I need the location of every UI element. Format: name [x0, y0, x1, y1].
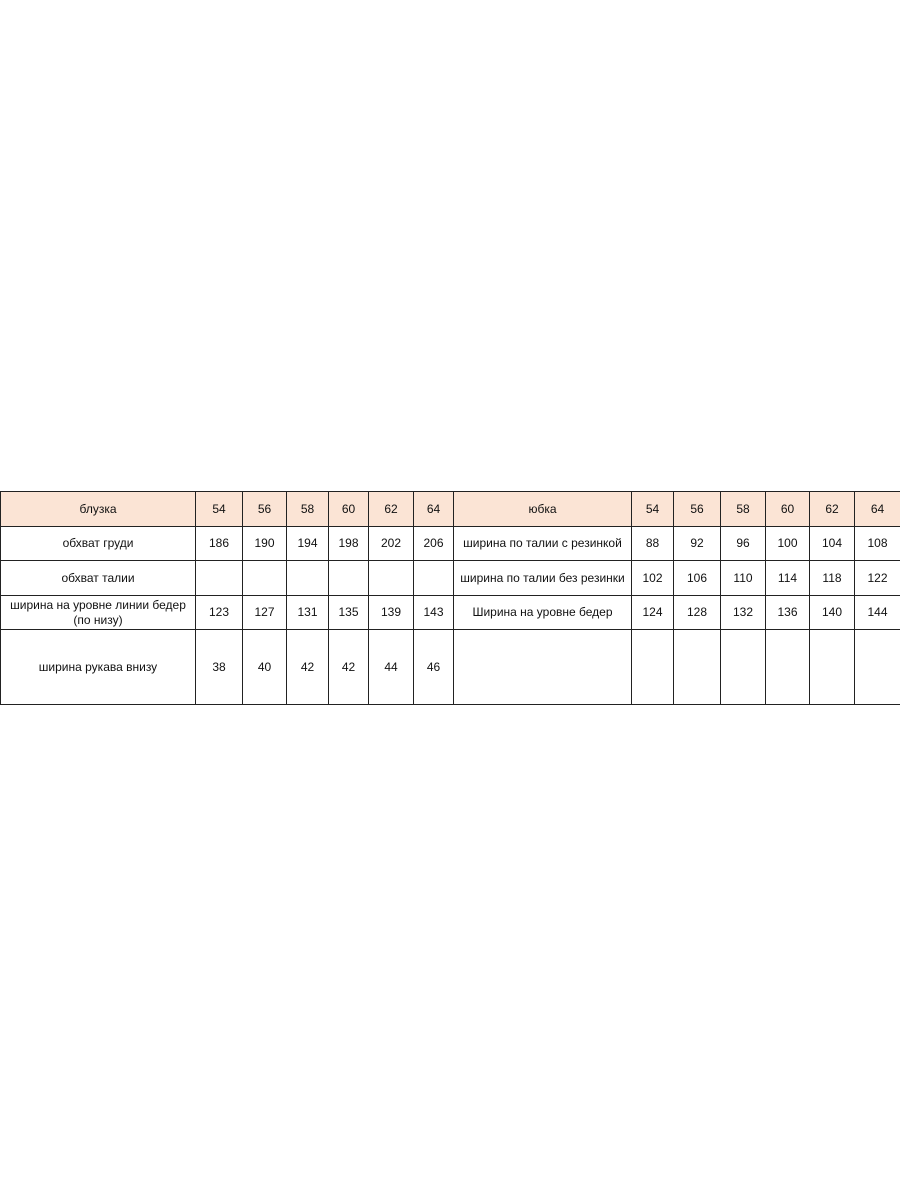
skirt-size-header: 60 — [766, 492, 810, 527]
skirt-value-cell: 108 — [855, 527, 900, 561]
blouse-row-label: ширина на уровне линии бедер (по низу) — [1, 596, 196, 630]
blouse-value-cell: 206 — [414, 527, 454, 561]
skirt-value-cell — [855, 630, 900, 705]
blouse-value-cell: 131 — [287, 596, 329, 630]
skirt-size-header: 64 — [855, 492, 900, 527]
skirt-value-cell: 136 — [766, 596, 810, 630]
skirt-value-cell: 110 — [721, 561, 766, 596]
blouse-size-header: 62 — [369, 492, 414, 527]
skirt-size-header: 58 — [721, 492, 766, 527]
blouse-size-header: 54 — [196, 492, 243, 527]
skirt-value-cell: 102 — [632, 561, 674, 596]
blouse-header-title: блузка — [1, 492, 196, 527]
blouse-size-header: 64 — [414, 492, 454, 527]
skirt-value-cell: 124 — [632, 596, 674, 630]
table-header-row — [1, 492, 900, 527]
blouse-value-cell: 202 — [369, 527, 414, 561]
blouse-value-cell: 46 — [414, 630, 454, 705]
blouse-value-cell: 38 — [196, 630, 243, 705]
skirt-value-cell — [674, 630, 721, 705]
blouse-value-cell: 44 — [369, 630, 414, 705]
table-row — [1, 527, 900, 561]
blouse-value-cell: 143 — [414, 596, 454, 630]
blouse-value-cell: 139 — [369, 596, 414, 630]
blouse-value-cell — [414, 561, 454, 596]
blouse-size-header: 60 — [329, 492, 369, 527]
skirt-value-cell: 106 — [674, 561, 721, 596]
blouse-value-cell — [243, 561, 287, 596]
skirt-value-cell: 88 — [632, 527, 674, 561]
skirt-value-cell: 144 — [855, 596, 900, 630]
table-row — [1, 561, 900, 596]
blouse-row-label: обхват груди — [1, 527, 196, 561]
skirt-value-cell — [632, 630, 674, 705]
skirt-value-cell: 140 — [810, 596, 855, 630]
table-row — [1, 630, 900, 705]
skirt-header-title: юбка — [454, 492, 632, 527]
blouse-row-label: ширина рукава внизу — [1, 630, 196, 705]
table-row — [1, 596, 900, 630]
skirt-value-cell: 100 — [766, 527, 810, 561]
blouse-value-cell: 127 — [243, 596, 287, 630]
skirt-value-cell — [810, 630, 855, 705]
skirt-row-label: ширина по талии с резинкой — [454, 527, 632, 561]
blouse-value-cell: 194 — [287, 527, 329, 561]
skirt-value-cell: 118 — [810, 561, 855, 596]
blouse-value-cell: 135 — [329, 596, 369, 630]
blouse-value-cell: 198 — [329, 527, 369, 561]
blouse-size-header: 56 — [243, 492, 287, 527]
skirt-value-cell — [766, 630, 810, 705]
blouse-value-cell — [196, 561, 243, 596]
skirt-size-header: 54 — [632, 492, 674, 527]
blouse-value-cell — [287, 561, 329, 596]
skirt-size-header: 56 — [674, 492, 721, 527]
blouse-value-cell: 190 — [243, 527, 287, 561]
skirt-value-cell — [721, 630, 766, 705]
blouse-size-header: 58 — [287, 492, 329, 527]
skirt-value-cell: 92 — [674, 527, 721, 561]
skirt-row-label: ширина по талии без резинки — [454, 561, 632, 596]
blouse-row-label: обхват талии — [1, 561, 196, 596]
blouse-value-cell: 40 — [243, 630, 287, 705]
blouse-value-cell — [369, 561, 414, 596]
blouse-value-cell: 123 — [196, 596, 243, 630]
blouse-value-cell: 42 — [329, 630, 369, 705]
skirt-size-header: 62 — [810, 492, 855, 527]
blouse-value-cell: 186 — [196, 527, 243, 561]
skirt-row-label: Ширина на уровне бедер — [454, 596, 632, 630]
skirt-value-cell: 114 — [766, 561, 810, 596]
skirt-value-cell: 96 — [721, 527, 766, 561]
skirt-value-cell: 104 — [810, 527, 855, 561]
skirt-value-cell: 132 — [721, 596, 766, 630]
skirt-row-label — [454, 630, 632, 705]
skirt-value-cell: 128 — [674, 596, 721, 630]
size-chart-table — [0, 491, 900, 705]
blouse-value-cell — [329, 561, 369, 596]
skirt-value-cell: 122 — [855, 561, 900, 596]
blouse-value-cell: 42 — [287, 630, 329, 705]
